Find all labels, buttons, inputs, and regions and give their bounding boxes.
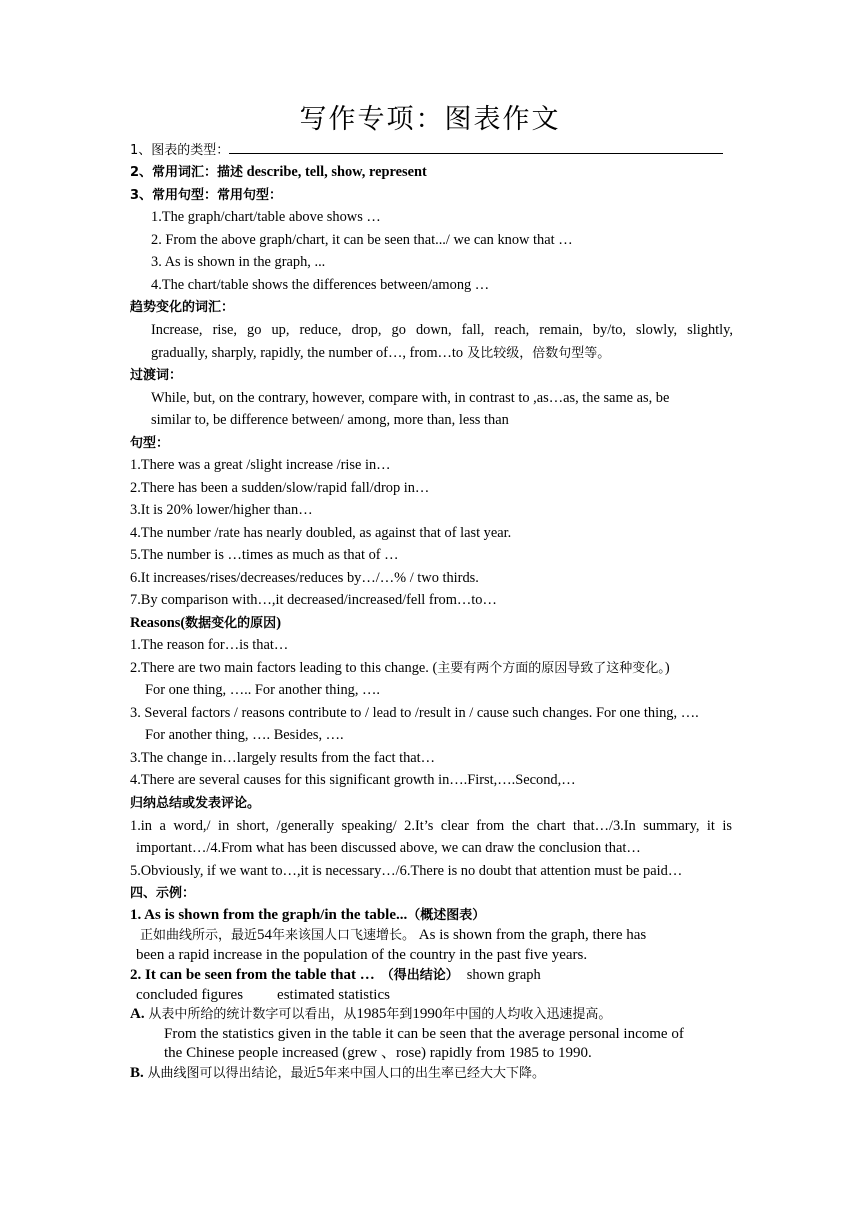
page-title: 写作专项：图表作文: [299, 104, 561, 135]
transition-words-line: While, but, on the contrary, however, compare with, in contrast to ,as…as, the same as, be: [151, 390, 670, 406]
sentence-pattern-item: 3. As is shown in the graph, ...: [151, 254, 326, 270]
example-2-words: concluded figures estimated statistics: [136, 987, 390, 1003]
example-2-heading: 2. It can be seen from the table that … （得出结论） shown graph: [130, 967, 541, 983]
reason-line: 4.There are several causes for this significant growth in….First,….Second,…: [130, 772, 576, 788]
conclusion-line: 5.Obviously, if we want to…,it is necessary…/6.There is no doubt that attention must be paid…: [130, 863, 683, 879]
section-1-chart-types: [130, 140, 723, 161]
sentence-pattern-item: 1.The graph/chart/table above shows …: [151, 209, 381, 225]
section-1-label: 1、图表的类型：: [130, 143, 230, 158]
fill-in-blank-line: [229, 140, 723, 154]
example-1-heading: 1. As is shown from the graph/in the table...（概述图表）: [130, 907, 486, 923]
pattern-item: 7.By comparison with…,it decreased/increased/fell from…to…: [130, 592, 497, 608]
conclusion-heading: 归纳总结或发表评论。: [130, 796, 261, 811]
reason-line: For another thing, …. Besides, ….: [145, 727, 344, 743]
trend-vocab-line: Increase, rise, go up, reduce, drop, go down, fall, reach, remain, by/to, slowly, slightly,: [151, 322, 733, 338]
conclusion-line: 1.in a word,/ in short, /generally speaking/ 2.It’s clear from the chart that…/3.In summary, it is: [130, 818, 732, 834]
patterns-heading: 句型：: [130, 436, 170, 451]
trend-vocab-line: gradually, sharply, rapidly, the number of…, from…to 及比较级，倍数句型等。: [151, 345, 611, 361]
trend-vocab-heading: 趋势变化的词汇：: [130, 300, 235, 315]
transition-words-heading: 过渡词：: [130, 368, 183, 383]
reason-line: 3.The change in…largely results from the fact that…: [130, 750, 436, 766]
reason-line: For one thing, ….. For another thing, ….: [145, 682, 381, 698]
example-a-line: A. 从表中所给的统计数字可以看出，从1985年到1990年中国的人均收入迅速提高。: [130, 1006, 612, 1022]
sentence-pattern-item: 4.The chart/table shows the differences between/among …: [151, 277, 490, 293]
section-3-heading: 3、常用句型：常用句型：: [130, 188, 283, 203]
example-1-line: been a rapid increase in the population of the country in the past five years.: [136, 947, 588, 963]
pattern-item: 5.The number is …times as much as that of …: [130, 547, 399, 563]
sentence-pattern-item: 2. From the above graph/chart, it can be seen that.../ we can know that …: [151, 232, 573, 248]
transition-words-line: similar to, be difference between/ among, more than, less than: [151, 412, 509, 428]
pattern-item: 4.The number /rate has nearly doubled, as against that of last year.: [130, 525, 512, 541]
conclusion-line: important…/4.From what has been discussed above, we can draw the conclusion that…: [136, 840, 641, 856]
pattern-item: 1.There was a great /slight increase /rise in…: [130, 457, 391, 473]
reason-line: 1.The reason for…is that…: [130, 637, 289, 653]
section-2-label: 2、常用词汇：描述: [130, 165, 244, 180]
example-a-line: From the statistics given in the table it can be seen that the average personal income of: [164, 1026, 684, 1042]
examples-heading: 四、示例：: [130, 886, 196, 901]
section-2-words: describe, tell, show, represent: [246, 164, 427, 180]
reason-line: 2.There are two main factors leading to this change. (主要有两个方面的原因导致了这种变化。): [130, 660, 670, 676]
reason-line: 3. Several factors / reasons contribute to / lead to /result in / cause such changes. For one thing, ….: [130, 705, 699, 721]
example-a-line: the Chinese people increased (grew 、rose) rapidly from 1985 to 1990.: [164, 1045, 592, 1061]
section-2-vocabulary: [130, 162, 427, 183]
pattern-item: 3.It is 20% lower/higher than…: [130, 502, 313, 518]
example-1-line: 正如曲线所示，最近54年来该国人口飞速增长。 As is shown from the graph, there has: [140, 927, 647, 943]
pattern-item: 2.There has been a sudden/slow/rapid fall/drop in…: [130, 480, 430, 496]
reasons-heading: Reasons(数据变化的原因): [130, 615, 281, 631]
pattern-item: 6.It increases/rises/decreases/reduces by…/…% / two thirds.: [130, 570, 479, 586]
example-b-line: B. 从曲线图可以得出结论，最近5年来中国人口的出生率已经大大下降。: [130, 1065, 546, 1081]
